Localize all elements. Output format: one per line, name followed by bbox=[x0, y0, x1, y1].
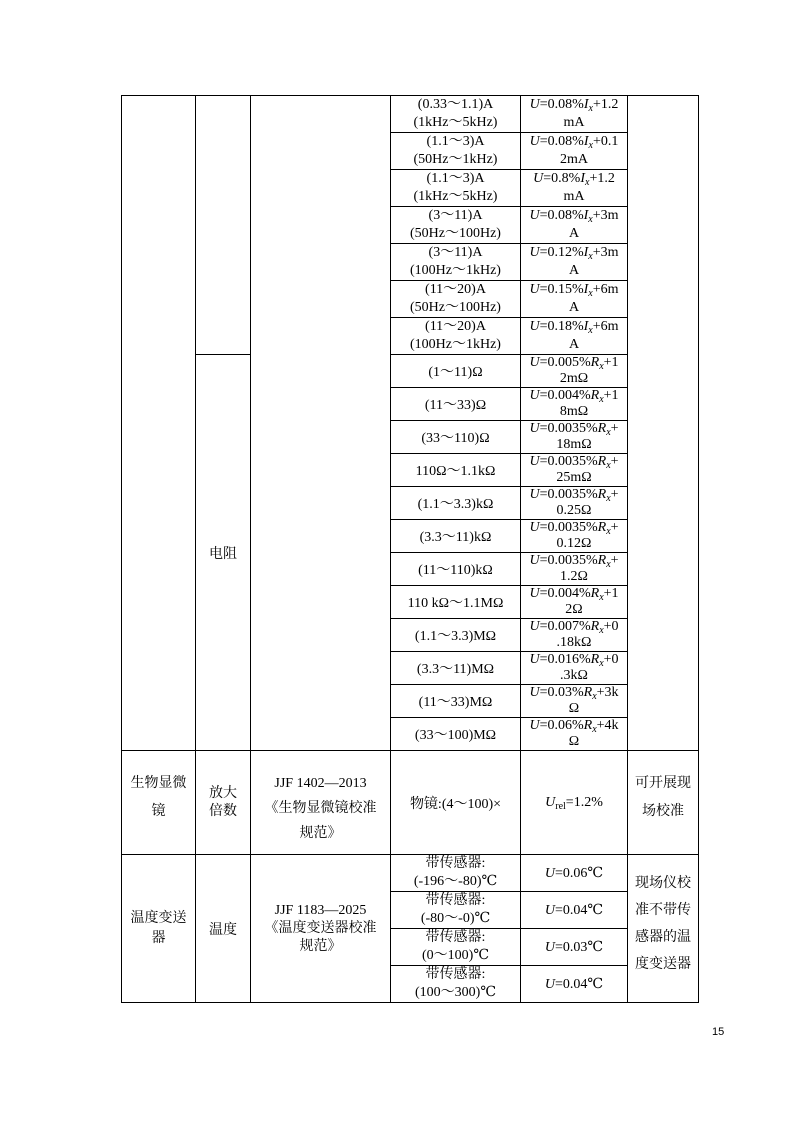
uncertainty-line1 bbox=[521, 939, 627, 956]
uncertainty-line2: A bbox=[568, 300, 580, 315]
uncertainty-cell bbox=[521, 520, 628, 553]
remark-cell bbox=[628, 751, 699, 855]
parameter-line: 倍数 bbox=[209, 803, 237, 819]
remark-line: 度变送器 bbox=[635, 956, 691, 972]
uncertainty-line1 bbox=[521, 244, 627, 262]
uncertainty-cell bbox=[521, 652, 628, 685]
uncertainty-symbol: U bbox=[529, 245, 540, 260]
uncertainty-line2: A bbox=[568, 337, 580, 352]
uncertainty-cell bbox=[521, 892, 628, 929]
uncertainty-cell bbox=[521, 619, 628, 652]
uncertainty-value: =0.04℃ bbox=[555, 976, 604, 992]
uncertainty-coefficient: =0.004% bbox=[539, 586, 591, 601]
uncertainty-symbol: U bbox=[529, 586, 540, 601]
resistance-symbol: R bbox=[597, 553, 607, 568]
range-line: 110 kΩ～1.1MΩ bbox=[407, 596, 504, 611]
uncertainty-offset: +0.1 bbox=[592, 134, 619, 149]
uncertainty-line1 bbox=[521, 207, 627, 225]
remark-line: 场校准 bbox=[642, 803, 684, 819]
uncertainty-offset: +1 bbox=[603, 355, 619, 370]
parameter-label: 电阻 bbox=[209, 546, 237, 562]
uncertainty-symbol: U bbox=[529, 520, 540, 535]
uncertainty-symbol: U bbox=[529, 282, 540, 297]
variable-subscript: x bbox=[599, 592, 604, 603]
uncertainty-cell bbox=[521, 318, 628, 355]
uncertainty-cell bbox=[521, 855, 628, 892]
range-cell bbox=[391, 133, 521, 170]
uncertainty-symbol: U bbox=[533, 171, 544, 186]
uncertainty-cell bbox=[521, 718, 628, 751]
remark-line: 现场仪校 bbox=[635, 875, 691, 891]
variable-subscript: x bbox=[606, 460, 611, 471]
remark-cell bbox=[628, 855, 699, 1003]
uncertainty-line1 bbox=[521, 685, 627, 701]
range-line: 物镜:(4～100)× bbox=[409, 796, 502, 812]
range-cell bbox=[391, 281, 521, 318]
range-cell bbox=[391, 892, 521, 929]
range-cell bbox=[391, 207, 521, 244]
uncertainty-cell bbox=[521, 96, 628, 133]
uncertainty-cell bbox=[521, 929, 628, 966]
variable-subscript: x bbox=[599, 625, 604, 636]
range-cell bbox=[391, 619, 521, 652]
uncertainty-symbol: U bbox=[544, 902, 556, 918]
remark-line: 感器的温 bbox=[635, 929, 691, 945]
uncertainty-cell bbox=[521, 685, 628, 718]
range-line: 带传感器: bbox=[425, 930, 486, 945]
uncertainty-coefficient: =0.005% bbox=[539, 355, 591, 370]
uncertainty-value: =1.2% bbox=[565, 794, 603, 810]
uncertainty-line2: mA bbox=[563, 115, 585, 130]
parameter-cell-resistance bbox=[196, 355, 251, 751]
uncertainty-symbol: U bbox=[529, 97, 540, 112]
uncertainty-offset: +1 bbox=[603, 586, 619, 601]
uncertainty-offset: +3m bbox=[592, 245, 619, 260]
uncertainty-cell bbox=[521, 207, 628, 244]
range-line: (1.1～3)A bbox=[426, 171, 485, 186]
uncertainty-cell bbox=[521, 487, 628, 520]
current-symbol: I bbox=[583, 282, 589, 297]
range-cell bbox=[391, 318, 521, 355]
current-symbol: I bbox=[583, 245, 589, 260]
instrument-line: 器 bbox=[151, 930, 166, 946]
uncertainty-coefficient: =0.12% bbox=[539, 245, 584, 260]
resistance-symbol: R bbox=[583, 685, 593, 700]
variable-subscript: x bbox=[606, 427, 611, 438]
uncertainty-line1 bbox=[521, 281, 627, 299]
range-line: (-80～-0)℃ bbox=[420, 911, 491, 926]
range-line: (50Hz～1kHz) bbox=[413, 152, 498, 167]
standard-cell bbox=[251, 855, 391, 1003]
variable-subscript: x bbox=[588, 103, 593, 114]
parameter-cell-current-continued bbox=[196, 96, 251, 355]
range-cell bbox=[391, 855, 521, 892]
table-row bbox=[122, 96, 699, 133]
uncertainty-value: =0.06℃ bbox=[555, 865, 604, 881]
variable-subscript: x bbox=[588, 214, 593, 225]
calibration-capability-table bbox=[121, 95, 699, 1003]
resistance-symbol: R bbox=[597, 487, 607, 502]
uncertainty-coefficient: =0.0035% bbox=[539, 553, 598, 568]
range-cell bbox=[391, 170, 521, 207]
resistance-symbol: R bbox=[590, 619, 600, 634]
range-line: (100Hz～1kHz) bbox=[410, 263, 501, 278]
uncertainty-offset: +6m bbox=[592, 319, 619, 334]
uncertainty-offset: + bbox=[610, 520, 619, 535]
range-line: (3.3～11)kΩ bbox=[419, 530, 492, 545]
variable-subscript: x bbox=[599, 658, 604, 669]
remark-line: 可开展现 bbox=[635, 775, 691, 791]
range-cell bbox=[391, 929, 521, 966]
uncertainty-line2: 0.25Ω bbox=[556, 503, 592, 518]
uncertainty-symbol: U bbox=[529, 619, 540, 634]
range-line: (0～100)℃ bbox=[422, 948, 489, 963]
range-line: (11～110)kΩ bbox=[418, 563, 493, 578]
range-line: (11～33)MΩ bbox=[418, 695, 493, 710]
uncertainty-value: =0.03℃ bbox=[555, 939, 604, 955]
uncertainty-symbol: U bbox=[544, 939, 556, 955]
uncertainty-line1 bbox=[521, 795, 627, 811]
standard-line: 《生物显微镜校准 bbox=[264, 801, 377, 816]
uncertainty-cell bbox=[521, 553, 628, 586]
current-symbol: I bbox=[583, 134, 589, 149]
range-line: (50Hz～100Hz) bbox=[410, 300, 501, 315]
range-line: (33～100)MΩ bbox=[414, 728, 497, 743]
range-line: 带传感器: bbox=[425, 856, 486, 871]
standard-cell-continued bbox=[251, 96, 391, 751]
range-line: 带传感器: bbox=[425, 893, 486, 908]
uncertainty-line1 bbox=[521, 619, 627, 635]
variable-subscript: x bbox=[588, 288, 593, 299]
uncertainty-cell bbox=[521, 133, 628, 170]
range-line: (-196～-80)℃ bbox=[413, 874, 498, 889]
uncertainty-coefficient: =0.0035% bbox=[539, 454, 598, 469]
variable-subscript: x bbox=[588, 251, 593, 262]
instrument-line: 温度变送 bbox=[130, 910, 187, 926]
variable-subscript: x bbox=[592, 724, 597, 735]
uncertainty-coefficient: =0.0035% bbox=[539, 520, 598, 535]
table-row-microscope bbox=[122, 751, 699, 855]
standard-cell bbox=[251, 751, 391, 855]
uncertainty-coefficient: =0.03% bbox=[539, 685, 584, 700]
uncertainty-line1 bbox=[521, 487, 627, 503]
uncertainty-cell bbox=[521, 454, 628, 487]
resistance-symbol: R bbox=[597, 421, 607, 436]
instrument-line: 镜 bbox=[151, 803, 166, 819]
uncertainty-line2: 2mΩ bbox=[559, 371, 589, 386]
uncertainty-offset: +0 bbox=[603, 619, 619, 634]
uncertainty-line2: 18mΩ bbox=[556, 437, 592, 452]
uncertainty-cell bbox=[521, 355, 628, 388]
variable-subscript: x bbox=[599, 394, 604, 405]
uncertainty-symbol: U bbox=[529, 208, 540, 223]
range-line: 带传感器: bbox=[425, 967, 486, 982]
range-cell bbox=[391, 487, 521, 520]
uncertainty-symbol: U bbox=[544, 865, 556, 881]
current-symbol: I bbox=[580, 171, 585, 186]
uncertainty-symbol: U bbox=[529, 134, 540, 149]
table-row-temperature bbox=[122, 855, 699, 892]
range-line: (11～20)A bbox=[425, 282, 486, 297]
uncertainty-symbol: U bbox=[544, 976, 556, 992]
table-row bbox=[122, 355, 699, 388]
instrument-line: 生物显微 bbox=[130, 775, 187, 791]
variable-subscript: x bbox=[606, 493, 611, 504]
uncertainty-coefficient: =0.0035% bbox=[539, 487, 598, 502]
resistance-symbol: R bbox=[590, 388, 600, 403]
uncertainty-coefficient: =0.8% bbox=[543, 171, 581, 186]
standard-line: JJF 1402—2013 bbox=[274, 776, 367, 791]
current-symbol: I bbox=[583, 319, 589, 334]
uncertainty-offset: +1 bbox=[603, 388, 619, 403]
uncertainty-offset: + bbox=[610, 487, 619, 502]
instrument-cell bbox=[122, 751, 196, 855]
remark-line: 准不带传 bbox=[635, 902, 691, 918]
uncertainty-offset: +1.2 bbox=[592, 97, 619, 112]
uncertainty-symbol: U bbox=[529, 652, 540, 667]
variable-subscript: x bbox=[606, 526, 611, 537]
uncertainty-line2: 2Ω bbox=[565, 602, 583, 617]
uncertainty-coefficient: =0.0035% bbox=[539, 421, 598, 436]
uncertainty-offset: +0 bbox=[603, 652, 619, 667]
instrument-cell-continued bbox=[122, 96, 196, 751]
uncertainty-cell bbox=[521, 586, 628, 619]
uncertainty-line1 bbox=[521, 318, 627, 336]
uncertainty-cell bbox=[521, 244, 628, 281]
uncertainty-cell bbox=[521, 281, 628, 318]
range-line: (50Hz～100Hz) bbox=[410, 226, 501, 241]
uncertainty-line1 bbox=[521, 170, 627, 188]
variable-subscript: x bbox=[599, 361, 604, 372]
range-cell bbox=[391, 96, 521, 133]
uncertainty-line2: 0.12Ω bbox=[556, 536, 592, 551]
uncertainty-symbol: U bbox=[529, 487, 540, 502]
uncertainty-symbol: U bbox=[529, 388, 540, 403]
range-line: (11～33)Ω bbox=[424, 398, 487, 413]
instrument-cell bbox=[122, 855, 196, 1003]
uncertainty-line1 bbox=[521, 652, 627, 668]
uncertainty-line1 bbox=[521, 520, 627, 536]
uncertainty-value: =0.04℃ bbox=[555, 902, 604, 918]
uncertainty-line1 bbox=[521, 454, 627, 470]
range-cell bbox=[391, 454, 521, 487]
range-line: (100Hz～1kHz) bbox=[410, 337, 501, 352]
range-line: (100～300)℃ bbox=[415, 985, 496, 1000]
uncertainty-line2: .3kΩ bbox=[560, 668, 588, 683]
uncertainty-symbol: U bbox=[529, 319, 540, 334]
range-line: (1.1～3.3)kΩ bbox=[417, 497, 494, 512]
uncertainty-cell bbox=[521, 751, 628, 855]
standard-line: JJF 1183—2025 bbox=[274, 902, 367, 918]
uncertainty-line1 bbox=[521, 586, 627, 602]
standard-line: 《温度变送器校准 bbox=[264, 920, 377, 936]
variable-subscript: x bbox=[585, 177, 590, 188]
uncertainty-line2: mA bbox=[563, 189, 585, 204]
uncertainty-coefficient: =0.15% bbox=[539, 282, 584, 297]
page-number: 15 bbox=[712, 1026, 725, 1038]
resistance-symbol: R bbox=[597, 520, 607, 535]
uncertainty-line1 bbox=[521, 902, 627, 919]
uncertainty-symbol: U bbox=[529, 685, 540, 700]
uncertainty-line2: 1.2Ω bbox=[560, 569, 588, 584]
range-cell bbox=[391, 652, 521, 685]
range-cell bbox=[391, 388, 521, 421]
uncertainty-line2: 25mΩ bbox=[556, 470, 592, 485]
range-line: (1～11)Ω bbox=[428, 365, 483, 380]
parameter-line: 放大 bbox=[209, 785, 237, 801]
uncertainty-coefficient: =0.016% bbox=[539, 652, 591, 667]
uncertainty-line1 bbox=[521, 421, 627, 437]
uncertainty-line1 bbox=[521, 718, 627, 734]
uncertainty-line1 bbox=[521, 133, 627, 151]
uncertainty-coefficient: =0.007% bbox=[539, 619, 591, 634]
range-cell bbox=[391, 718, 521, 751]
resistance-symbol: R bbox=[590, 652, 600, 667]
range-cell bbox=[391, 421, 521, 454]
range-line: (1kHz～5kHz) bbox=[413, 189, 498, 204]
parameter-cell bbox=[196, 855, 251, 1003]
parameter-line: 温度 bbox=[209, 922, 237, 938]
relative-subscript: rel bbox=[555, 800, 566, 812]
current-symbol: I bbox=[583, 208, 589, 223]
range-line: 110Ω～1.1kΩ bbox=[415, 464, 496, 479]
uncertainty-offset: +3m bbox=[592, 208, 619, 223]
uncertainty-coefficient: =0.08% bbox=[539, 97, 584, 112]
range-cell bbox=[391, 520, 521, 553]
range-line: (1kHz～5kHz) bbox=[413, 115, 498, 130]
uncertainty-offset: +4k bbox=[596, 718, 619, 733]
uncertainty-offset: + bbox=[610, 454, 619, 469]
uncertainty-offset: +1.2 bbox=[589, 171, 615, 186]
uncertainty-line1 bbox=[521, 388, 627, 404]
uncertainty-offset: +6m bbox=[592, 282, 619, 297]
range-cell bbox=[391, 685, 521, 718]
uncertainty-coefficient: =0.06% bbox=[539, 718, 584, 733]
range-line: (3～11)A bbox=[428, 208, 483, 223]
range-line: (1.1～3.3)MΩ bbox=[414, 629, 497, 644]
range-line: (11～20)A bbox=[425, 319, 486, 334]
resistance-symbol: R bbox=[597, 454, 607, 469]
variable-subscript: x bbox=[588, 325, 593, 336]
uncertainty-coefficient: =0.004% bbox=[539, 388, 591, 403]
variable-subscript: x bbox=[606, 559, 611, 570]
uncertainty-cell bbox=[521, 966, 628, 1003]
uncertainty-line1 bbox=[521, 96, 627, 114]
uncertainty-line2: .18kΩ bbox=[556, 635, 592, 650]
resistance-symbol: R bbox=[583, 718, 593, 733]
variable-subscript: x bbox=[592, 691, 597, 702]
uncertainty-line1 bbox=[521, 976, 627, 993]
range-cell bbox=[391, 586, 521, 619]
uncertainty-symbol: U bbox=[529, 718, 540, 733]
uncertainty-cell bbox=[521, 388, 628, 421]
uncertainty-symbol: U bbox=[529, 421, 540, 436]
range-line: (3.3～11)MΩ bbox=[416, 662, 495, 677]
variable-subscript: x bbox=[588, 140, 593, 151]
resistance-symbol: R bbox=[590, 355, 600, 370]
range-line: (3～11)A bbox=[428, 245, 483, 260]
range-cell bbox=[391, 553, 521, 586]
standard-line: 规范》 bbox=[299, 826, 342, 841]
uncertainty-coefficient: =0.08% bbox=[539, 208, 584, 223]
uncertainty-symbol: U bbox=[545, 794, 556, 810]
range-cell bbox=[391, 751, 521, 855]
range-line: (0.33～1.1)A bbox=[417, 97, 494, 112]
uncertainty-cell bbox=[521, 421, 628, 454]
uncertainty-line1 bbox=[521, 355, 627, 371]
range-line: (33～110)Ω bbox=[421, 431, 490, 446]
uncertainty-symbol: U bbox=[529, 553, 540, 568]
range-cell bbox=[391, 966, 521, 1003]
uncertainty-line2: Ω bbox=[568, 701, 580, 716]
uncertainty-line1 bbox=[521, 553, 627, 569]
current-symbol: I bbox=[583, 97, 589, 112]
uncertainty-line2: Ω bbox=[568, 734, 580, 749]
parameter-cell bbox=[196, 751, 251, 855]
uncertainty-symbol: U bbox=[529, 454, 540, 469]
range-cell bbox=[391, 244, 521, 281]
resistance-symbol: R bbox=[590, 586, 600, 601]
uncertainty-coefficient: =0.08% bbox=[539, 134, 584, 149]
uncertainty-line2: 2mA bbox=[560, 152, 588, 167]
uncertainty-offset: +3k bbox=[596, 685, 619, 700]
uncertainty-cell bbox=[521, 170, 628, 207]
uncertainty-line2: A bbox=[568, 226, 580, 241]
uncertainty-line2: A bbox=[568, 263, 580, 278]
uncertainty-offset: + bbox=[610, 421, 619, 436]
range-cell bbox=[391, 355, 521, 388]
uncertainty-line1 bbox=[521, 865, 627, 882]
uncertainty-line2: 8mΩ bbox=[559, 404, 589, 419]
range-line: (1.1～3)A bbox=[426, 134, 485, 149]
remark-cell-continued bbox=[628, 96, 699, 751]
uncertainty-coefficient: =0.18% bbox=[539, 319, 584, 334]
standard-line: 规范》 bbox=[299, 938, 342, 954]
uncertainty-symbol: U bbox=[529, 355, 540, 370]
uncertainty-offset: + bbox=[610, 553, 619, 568]
